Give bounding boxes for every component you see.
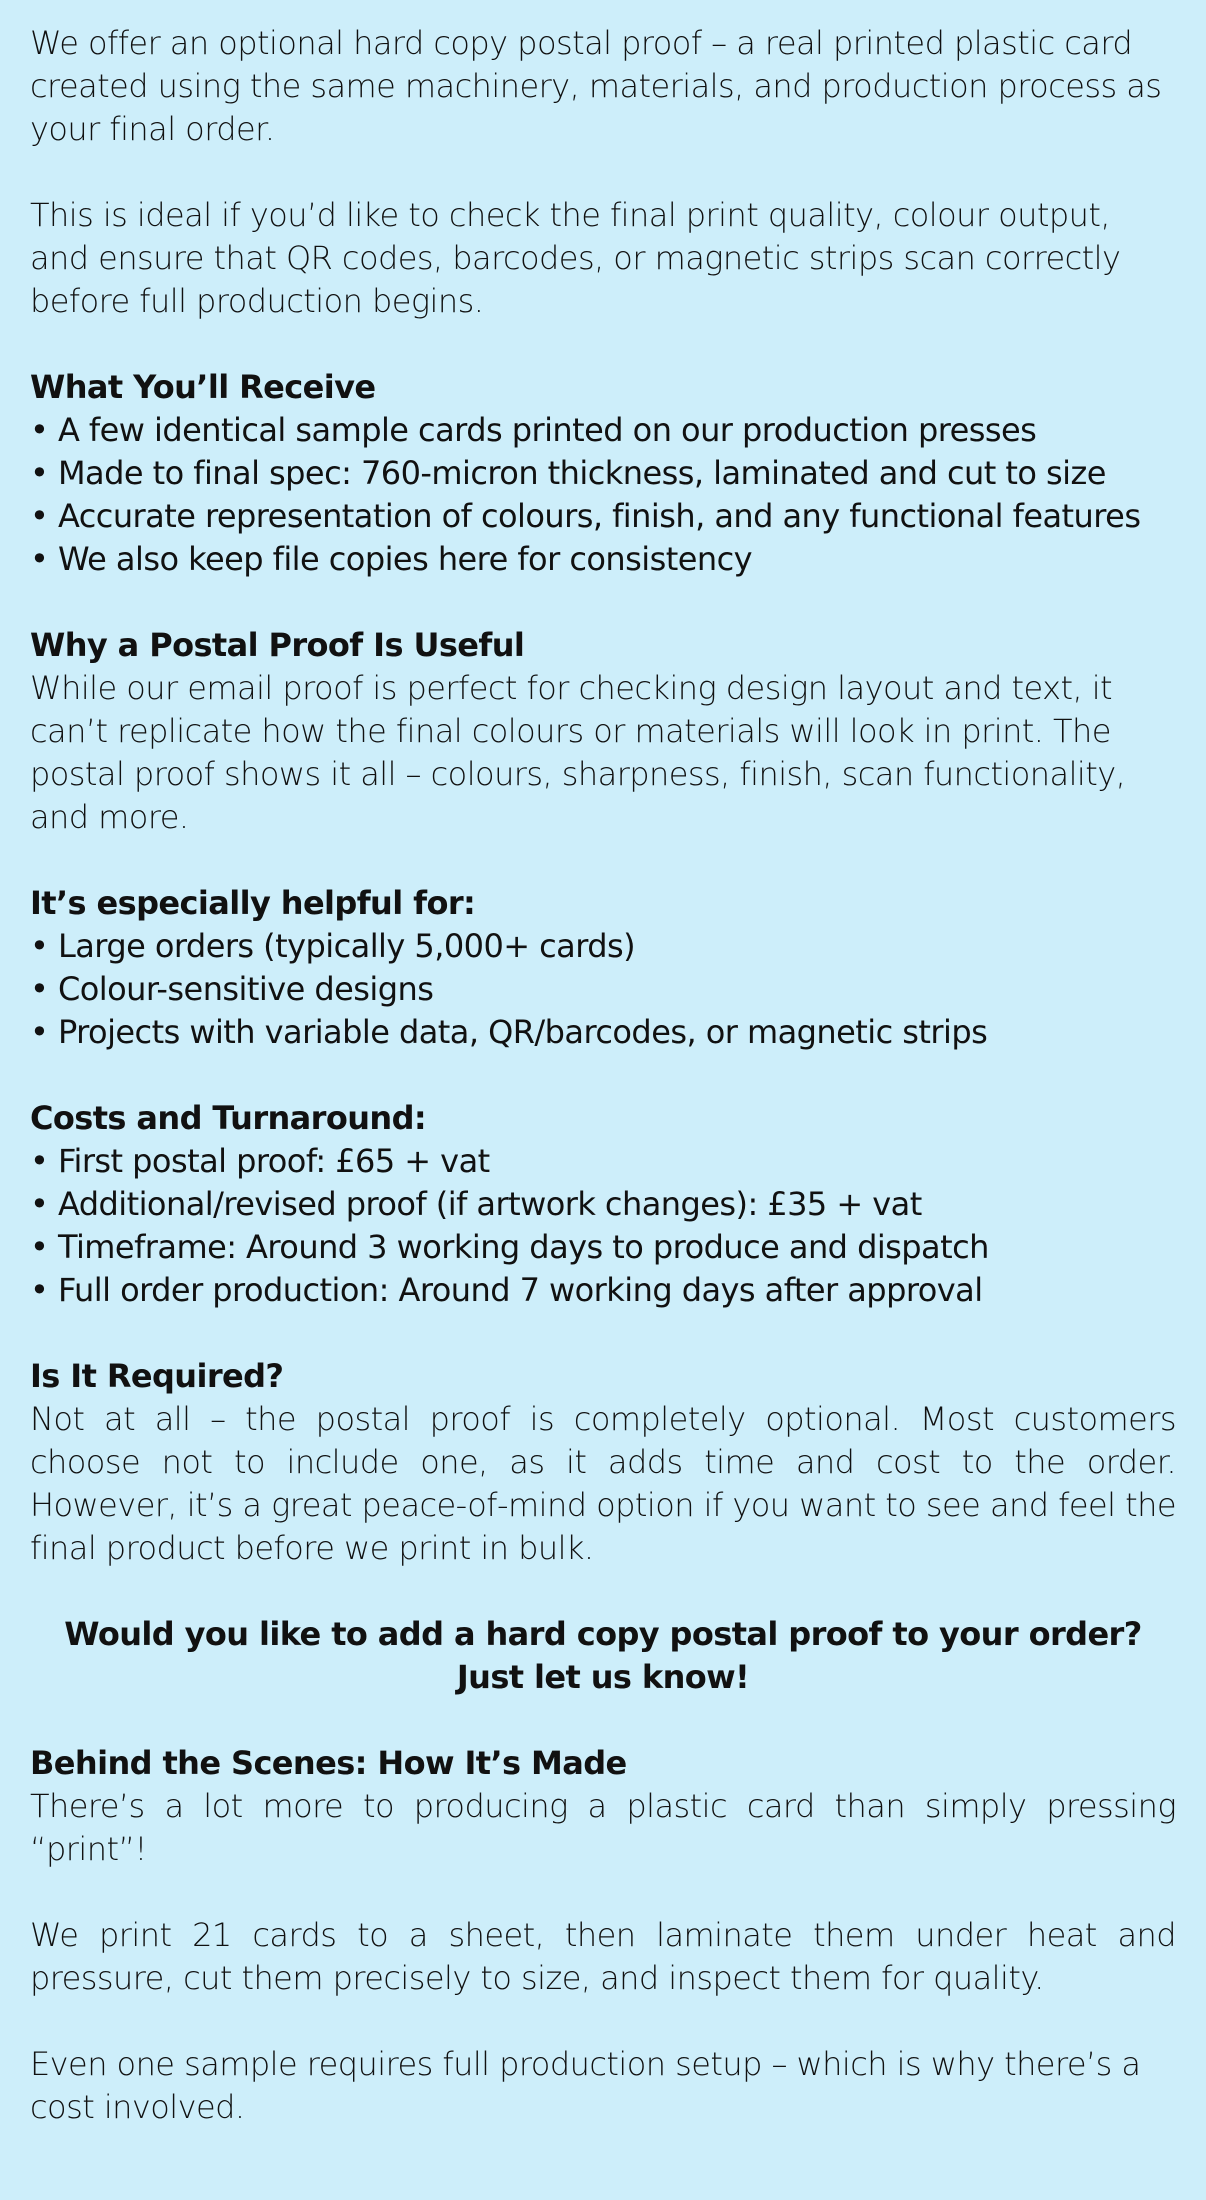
helpful-for-section [30,882,1176,1054]
list-item: • Large orders (typically 5,000+ cards) [30,925,1176,968]
behind-the-scenes-section [30,1742,1176,1871]
intro-paragraph-2: This is ideal if you’d like to check the final print quality, colour output, and ensure that QR codes, barcodes, or magnetic strips scan correctly before full production begins. [30,196,1121,320]
behind-the-scenes-heading: Behind the Scenes: How It’s Made [30,1744,627,1782]
list-item: • Timeframe: Around 3 working days to produce and dispatch [30,1226,1176,1269]
why-useful-heading: Why a Postal Proof Is Useful [30,626,525,664]
why-useful-section [30,624,1176,839]
helpful-for-heading: It’s especially helpful for: [30,884,476,922]
list-item: • Full order production: Around 7 working days after approval [30,1269,1176,1312]
call-to-action [30,1613,1176,1699]
what-you-receive-section [30,366,1176,581]
cta-line-1: Would you like to add a hard copy postal proof to your order? [64,1615,1142,1653]
costs-list [30,1140,1176,1312]
behind-paragraph-3: Even one sample requires full production setup – which is why there’s a cost involved. [30,2045,1141,2126]
is-required-heading: Is It Required? [30,1357,284,1395]
list-item: • Made to final spec: 760-micron thickness, laminated and cut to size [30,452,1176,495]
list-item: • First postal proof: £65 + vat [30,1140,1176,1183]
costs-heading: Costs and Turnaround: [30,1099,427,1137]
behind-paragraph-2: We print 21 cards to a sheet, then laminate them under heat and pressure, cut them precisely to size, and inspect them for quality. [30,1916,1176,1997]
receive-list [30,409,1176,581]
costs-section [30,1097,1176,1312]
what-you-receive-heading: What You’ll Receive [30,368,376,406]
list-item: • Projects with variable data, QR/barcodes, or magnetic strips [30,1011,1176,1054]
helpful-list [30,925,1176,1054]
cta-line-2: Just let us know! [456,1658,750,1696]
is-required-section [30,1355,1176,1570]
list-item: • We also keep file copies here for consistency [30,538,1176,581]
list-item: • Additional/revised proof (if artwork changes): £35 + vat [30,1183,1176,1226]
behind-paragraph-1: There’s a lot more to producing a plastic card than simply pressing “print”! [30,1787,1176,1868]
list-item: • Accurate representation of colours, finish, and any functional features [30,495,1176,538]
intro-paragraph-1: We offer an optional hard copy postal proof – a real printed plastic card created using the same machinery, materials, and production process as your final order. [30,24,1162,148]
list-item: • Colour-sensitive designs [30,968,1176,1011]
list-item: • A few identical sample cards printed on our production presses [30,409,1176,452]
why-useful-body: While our email proof is perfect for checking design layout and text, it can’t replicate how the final colours or materials will look in print. The postal proof shows it all – colours, sharpness, finish, scan functionality, and more. [30,669,1126,836]
is-required-body: Not at all – the postal proof is completely optional. Most customers choose not to include one, as it adds time and cost to the order. However, it’s a great peace-of-mind option if you want to see and feel the final product before we print in bulk. [30,1400,1176,1567]
